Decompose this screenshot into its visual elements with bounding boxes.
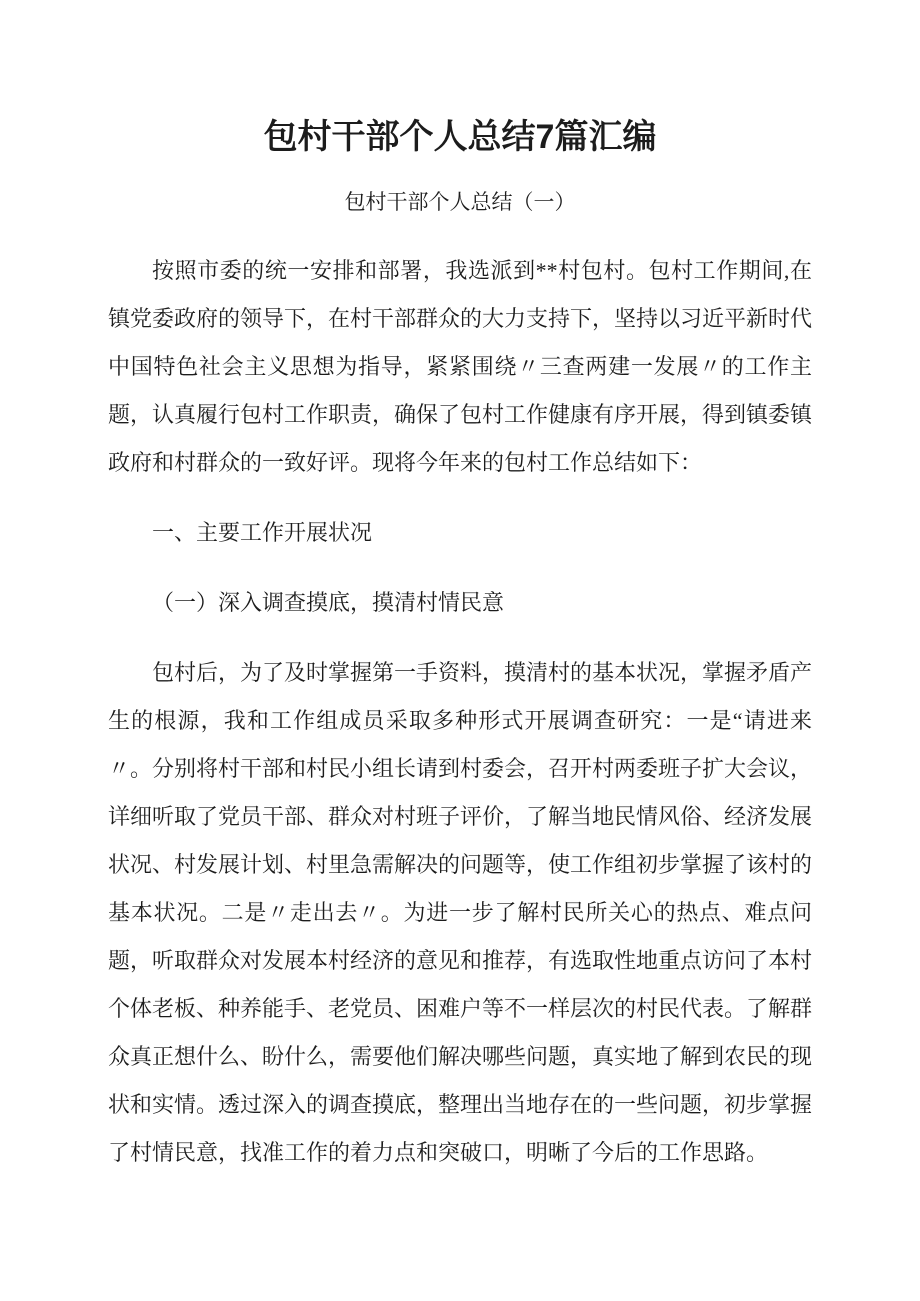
document-subtitle: 包村干部个人总结（一）: [344, 190, 576, 214]
document-title: 包村干部个人总结7篇汇编: [263, 118, 657, 156]
section-heading-main-work: 一、主要工作开展状况: [152, 520, 373, 545]
subsection-heading-survey: （一）深入调查摸底，摸清村情民意: [152, 590, 505, 615]
paragraph-intro: 按照市委的统一安排和部署，我选派到**村包村。包村工作期间,在镇党委政府的领导下，在村干部群众的大力支持下，坚持以习近平新时代中国特色社会主义思想为指导，紧紧围绕〃三查两建一发展〃的工作主题，认真履行包村工作职责，确保了包村工作健康有序开展，得到镇委镇政府和村群众的一致好评。现将今年来的包村工作总结如下：: [108, 258, 813, 475]
paragraph-survey-detail: 包村后，为了及时掌握第一手资料，摸清村的基本状况，掌握矛盾产生的根源，我和工作组成员采取多种形式开展调查研究：一是“请进来〃。分别将村干部和村民小组长请到村委会，召开村两委班子扩大会议，详细听取了党员干部、群众对村班子评价，了解当地民情风俗、经济发展状况、村发展计划、村里急需解决的问题等，使工作组初步掌握了该村的基本状况。二是〃走出去〃。为进一步了解村民所关心的热点、难点问题，听取群众对发展本村经济的意见和推荐，有选取性地重点访问了本村个体老板、种养能手、老党员、困难户等不一样层次的村民代表。了解群众真正想什么、盼什么，需要他们解决哪些问题，真实地了解到农民的现状和实情。透过深入的调查摸底，整理出当地存在的一些问题，初步掌握了村情民意，找准工作的着力点和突破口，明晰了今后的工作思路。: [108, 660, 813, 1165]
